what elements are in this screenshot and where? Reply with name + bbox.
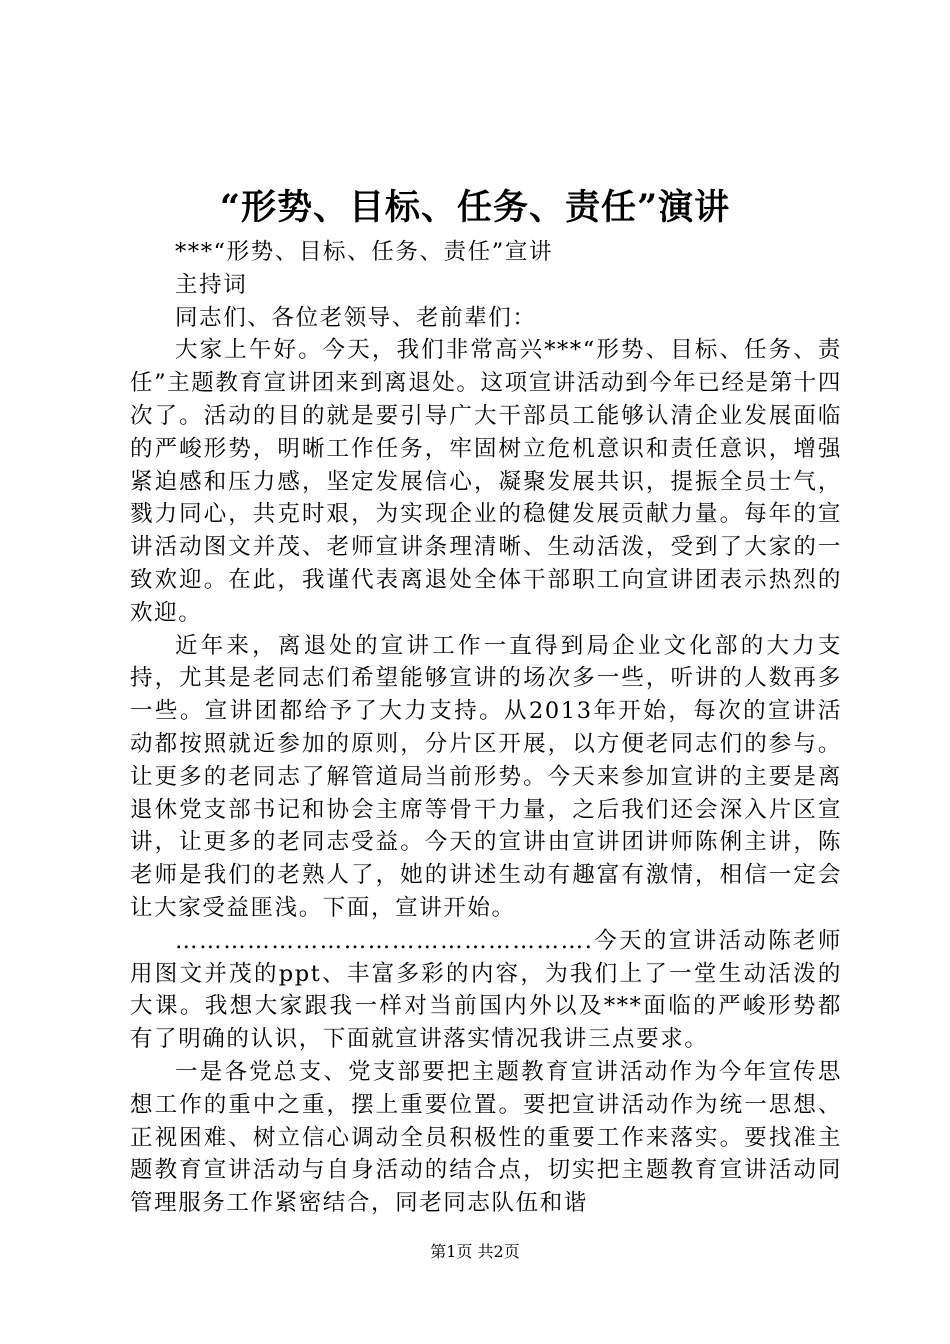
body-paragraph: 一是各党总支、党支部要把主题教育宣讲活动作为今年宣传思想工作的重中之重，摆上重要位置。要把宣讲活动作为统一思想、正视困难、树立信心调动全员积极性的重要工作来落实。要找准主题教育宣讲活动与自身活动的结合点，切实把主题教育宣讲活动同管理服务工作紧密结合，同老同志队伍和谐 [130, 1058, 842, 1217]
heading-paragraph: 主持词 [175, 271, 248, 298]
subtitle-paragraph: ***“形势、目标、任务、责任”宣讲 [175, 239, 554, 265]
document-title: “形势、目标、任务、责任”演讲 [219, 187, 731, 228]
salutation-paragraph: 同志们、各位老领导、老前辈们： [175, 304, 537, 331]
body-paragraph: …………………………………………….今天的宣讲活动陈老师用图文并茂的ppt、丰富多彩的内容，为我们上了一堂生动活泼的大课。我想大家跟我一样对当前国内外以及***面临的严峻形势都有了明确的认识，下面就宣讲落实情况我讲三点要求。 [130, 927, 842, 1053]
body-paragraph: 近年来，离退处的宣讲工作一直得到局企业文化部的大力支持，尤其是老同志们希望能够宣讲的场次多一些，听讲的人数再多一些。宣讲团都给予了大力支持。从2013年开始，每次的宣讲活动都按照就近参加的原则，分片区开展，以方便老同志们的参与。让更多的老同志了解管道局当前形势。今天来参加宣讲的主要是离退休党支部书记和协会主席等骨干力量，之后我们还会深入片区宣讲，让更多的老同志受益。今天的宣讲由宣讲团讲师陈俐主讲，陈老师是我们的老熟人了，她的讲述生动有趣富有激情，相信一定会让大家受益匪浅。下面，宣讲开始。 [130, 632, 842, 921]
body-paragraph: 大家上午好。今天，我们非常高兴***“形势、目标、任务、责任”主题教育宣讲团来到离退处。这项宣讲活动到今年已经是第十四次了。活动的目的就是要引导广大干部员工能够认清企业发展面临的严峻形势，明晰工作任务，牢固树立危机意识和责任意识，增强紧迫感和压力感，坚定发展信心，凝聚发展共识，提振全员士气，戮力同心，共克时艰，为实现企业的稳健发展贡献力量。每年的宣讲活动图文并茂、老师宣讲条理清晰、生动活泼，受到了大家的一致欢迎。在此，我谨代表离退处全体干部职工向宣讲团表示热烈的欢迎。 [130, 337, 843, 626]
page-footer: 第1页 共2页 [430, 1242, 520, 1261]
document-body [130, 236, 842, 1220]
